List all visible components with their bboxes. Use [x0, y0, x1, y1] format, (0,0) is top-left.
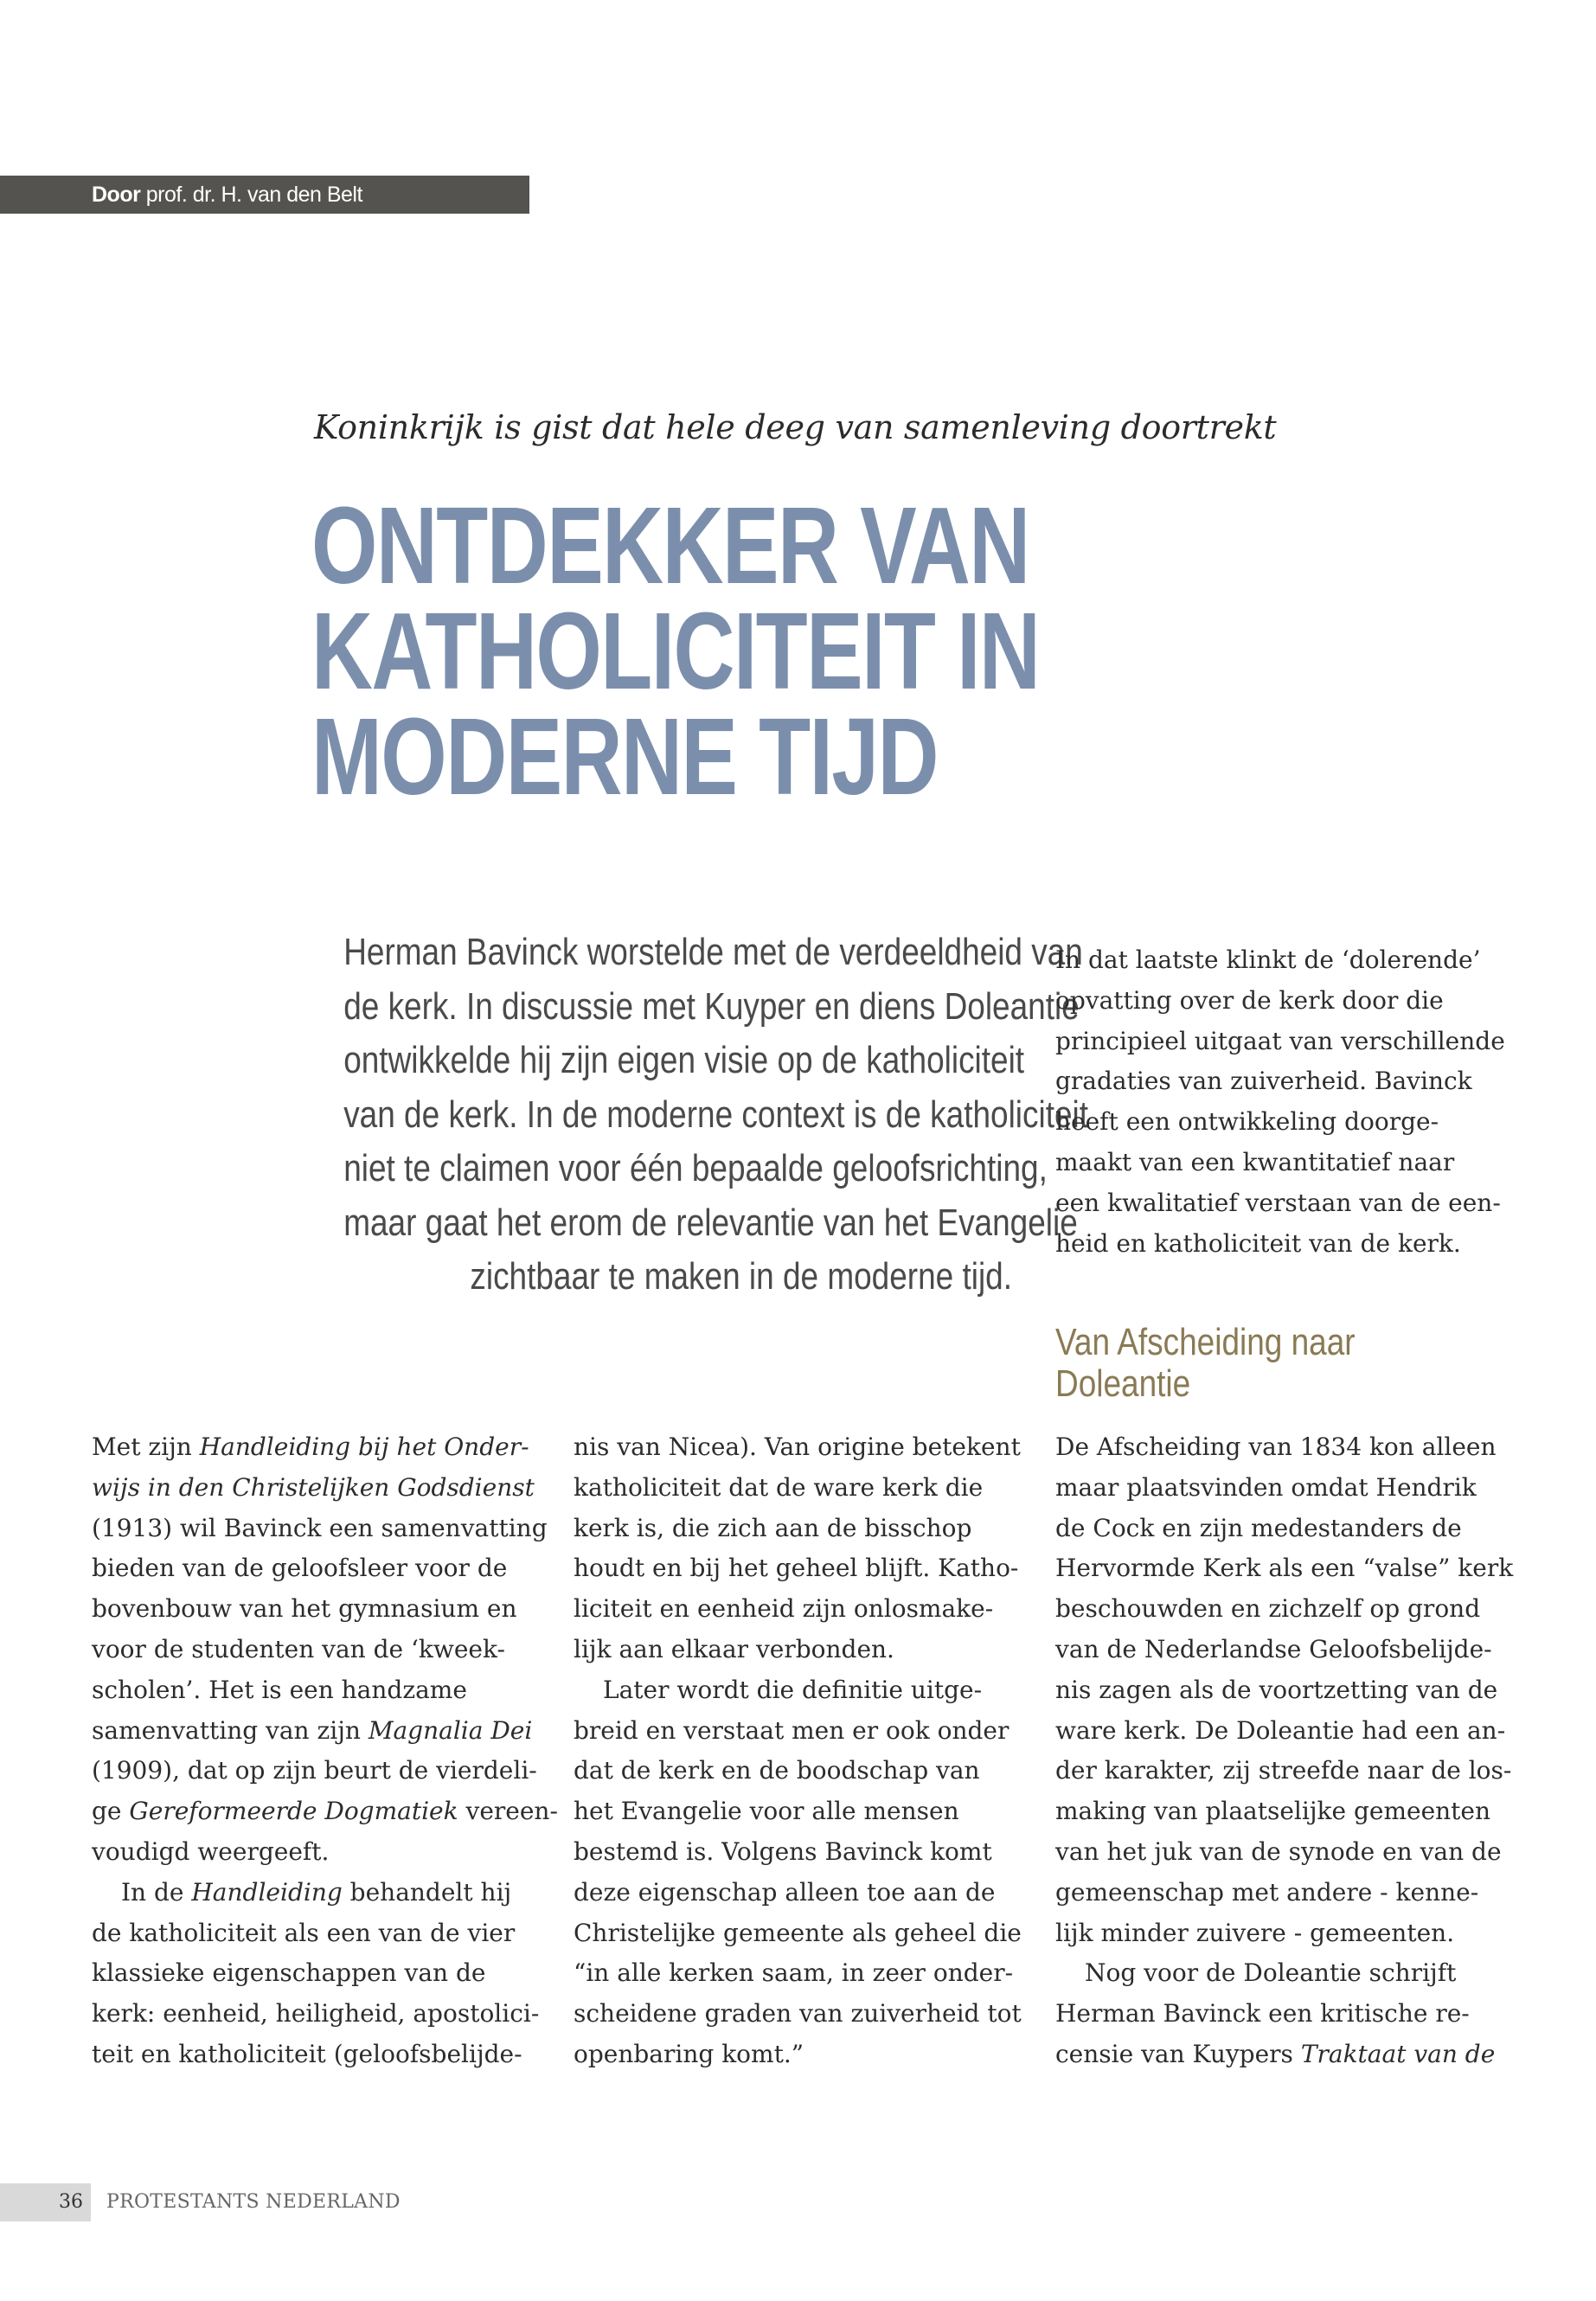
intro-line: niet te claimen voor één bepaalde geloofsrichting, [343, 1147, 1048, 1189]
subheading-line: Doleantie [1055, 1362, 1191, 1405]
text-line: voudigd weergeeft. [92, 1836, 330, 1866]
middle-column [574, 1427, 1022, 2075]
intro-line: ontwikkelde hij zijn eigen visie op de katholiciteit [343, 1039, 1025, 1081]
text-line: lijk aan elkaar verbonden. [574, 1634, 894, 1663]
text-line: maar plaatsvinden omdat Hendrik [1055, 1472, 1477, 1502]
headline [311, 484, 1245, 817]
magazine-name: PROTESTANTS NEDERLAND [106, 2191, 401, 2213]
text-line: de Cock en zijn medestanders de [1055, 1513, 1462, 1542]
intro-line: maar gaat het erom de relevantie van het Evangelie [343, 1201, 1078, 1244]
text-line: katholiciteit dat de ware kerk die [574, 1472, 984, 1502]
text-line: voor de studenten van de ‘kweek- [92, 1634, 505, 1663]
text-line: maakt van een kwantitatief naar [1055, 1147, 1455, 1176]
text-line: bestemd is. Volgens Bavinck komt [574, 1836, 992, 1866]
text-line: De Afscheiding van 1834 kon alleen [1055, 1433, 1497, 1461]
text-line: breid en verstaat men er ook onder [574, 1715, 1010, 1745]
text-line: ware kerk. De Doleantie had een an- [1055, 1715, 1506, 1745]
text-line: beschouwden en zichzelf op grond [1055, 1594, 1481, 1624]
text-line: In de Handleiding behandelt hij [121, 1877, 512, 1907]
text-line: van de Nederlandse Geloofsbelijde- [1055, 1634, 1492, 1663]
headline-line: KATHOLICITEIT IN [311, 590, 1040, 712]
intro-line: zichtbaar te maken in de moderne tijd. [470, 1255, 1012, 1298]
text-line: nis van Nicea). Van origine betekent [574, 1433, 1021, 1461]
text-line: gradaties van zuiverheid. Bavinck [1055, 1067, 1472, 1096]
headline-line: ONTDEKKER VAN [311, 484, 1029, 606]
text-line: Christelijke gemeente als geheel die [574, 1918, 1022, 1947]
text-line: heeft een ontwikkeling doorge- [1055, 1107, 1439, 1137]
text-line: “in alle kerken saam, in zeer onder- [574, 1958, 1014, 1988]
section-subheading [1055, 1322, 1413, 1405]
text-line: Later wordt die definitie uitge- [603, 1675, 983, 1704]
text-line: (1913) wil Bavinck een samenvatting [92, 1513, 548, 1542]
right-column [1055, 1427, 1513, 2075]
text-line: gemeenschap met andere - kenne- [1055, 1877, 1479, 1907]
byline [92, 180, 362, 209]
text-line: houdt en bij het geheel blijft. Katho- [574, 1554, 1019, 1583]
text-line: bovenbouw van het gymnasium en [92, 1594, 517, 1624]
text-line: nis zagen als de voortzetting van de [1055, 1675, 1498, 1704]
right-column-top [1055, 940, 1505, 1264]
intro-line: de kerk. In discussie met Kuyper en diens Doleantie [343, 984, 1080, 1028]
text-line: een kwalitatief verstaan van de een- [1055, 1188, 1501, 1217]
text-line: van het juk van de synode en van de [1055, 1836, 1502, 1866]
byline-author: prof. dr. H. van den Belt [145, 183, 362, 207]
text-line: kerk: eenheid, heiligheid, apostolici- [92, 1999, 540, 2029]
byline-prefix: Door [92, 183, 141, 207]
text-line: ge Gereformeerde Dogmatiek vereen- [92, 1797, 558, 1826]
text-line: making van plaatselijke gemeenten [1055, 1797, 1491, 1826]
text-line: teit en katholiciteit (geloofsbelijde- [92, 2039, 522, 2068]
intro-line: Herman Bavinck worstelde met de verdeeldheid van [343, 931, 1083, 973]
text-line: opvatting over de kerk door die [1055, 985, 1444, 1015]
left-column [92, 1427, 558, 2075]
page-number: 36 [59, 2191, 83, 2213]
text-line: Met zijn Handleiding bij het Onder- [92, 1433, 529, 1461]
text-line: bieden van de geloofsleer voor de [92, 1554, 508, 1583]
text-line: Nog voor de Doleantie schrijft [1085, 1958, 1457, 1988]
kicker: Koninkrijk is gist dat hele deeg van samenleving doortrekt [314, 408, 1277, 446]
text-line: Herman Bavinck een kritische re- [1055, 1999, 1470, 2029]
text-line: principieel uitgaat van verschillende [1055, 1026, 1505, 1055]
text-line: censie van Kuypers Traktaat van de [1055, 2039, 1496, 2068]
text-line: het Evangelie voor alle mensen [574, 1797, 959, 1826]
text-line: der karakter, zij streefde naar de los- [1055, 1756, 1512, 1785]
text-line: wijs in den Christelijken Godsdienst [92, 1472, 535, 1502]
text-line: heid en katholiciteit van de kerk. [1055, 1228, 1461, 1258]
text-line: klassieke eigenschappen van de [92, 1958, 486, 1988]
intro-line: van de kerk. In de moderne context is de katholiciteit [343, 1093, 1089, 1136]
text-line: scheidene graden van zuiverheid tot [574, 1999, 1022, 2029]
text-line: scholen’. Het is een handzame [92, 1675, 467, 1704]
text-line: openbaring komt.” [574, 2039, 804, 2068]
text-line: lijk minder zuivere - gemeenten. [1055, 1918, 1455, 1947]
text-line: kerk is, die zich aan de bisschop [574, 1513, 972, 1542]
text-line: liciteit en eenheid zijn onlosmake- [574, 1594, 994, 1624]
text-line: Hervormde Kerk als een “valse” kerk [1055, 1554, 1514, 1583]
intro-paragraph [216, 926, 1089, 1304]
text-line: deze eigenschap alleen toe aan de [574, 1877, 996, 1907]
text-line: In dat laatste klinkt de ‘dolerende’ [1055, 945, 1481, 974]
text-line: dat de kerk en de boodschap van [574, 1756, 980, 1785]
headline-line: MODERNE TIJD [311, 695, 938, 817]
text-line: de katholiciteit als een van de vier [92, 1918, 516, 1947]
subheading-line: Van Afscheiding naar [1055, 1321, 1356, 1363]
text-line: (1909), dat op zijn beurt de vierdeli- [92, 1756, 537, 1785]
text-line: samenvatting van zijn Magnalia Dei [92, 1715, 533, 1745]
